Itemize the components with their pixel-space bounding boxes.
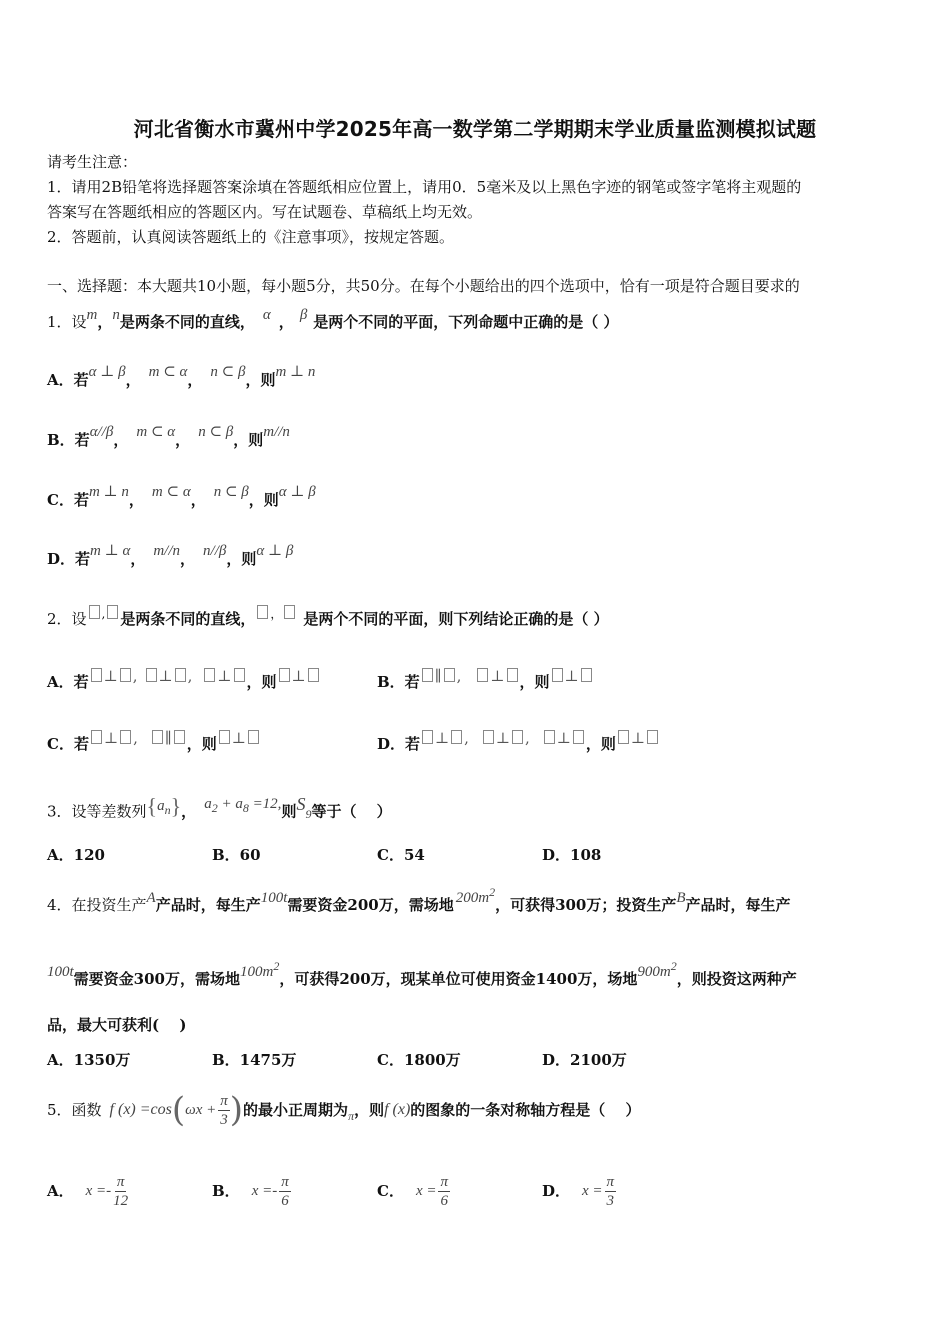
q4-sq-2: 2 — [273, 959, 280, 973]
q2-text-1: 是两条不同的直线， — [120, 610, 256, 628]
q1-c-result: α ⊥ β — [278, 484, 316, 500]
q1-b-cond-3: n ⊂ β — [198, 424, 234, 440]
q5-b-den: 6 — [281, 1192, 289, 1209]
q5-frac-den: 3 — [220, 1111, 228, 1128]
q5-a-lhs: x =- — [85, 1183, 112, 1199]
q4-option-c[interactable]: C．1800万 — [377, 1051, 461, 1069]
notice-heading: 请考生注意： — [47, 153, 138, 171]
q1-b-result: m//n — [263, 424, 290, 440]
question-4-line-1 — [47, 885, 791, 916]
q2-number: 2．设 — [47, 610, 87, 628]
question-5-stem — [47, 1088, 641, 1132]
q1-option-b-label: B．若 — [47, 431, 90, 449]
q5-arg: ωx + — [185, 1102, 217, 1118]
q2-option-d-label: D．若 — [377, 735, 421, 753]
q1-number: 1．设 — [47, 313, 87, 331]
q5-b-num: π — [281, 1173, 289, 1190]
q4-text-5: 需要资金300万，需场地 — [73, 970, 240, 988]
q1-var-n: n — [112, 307, 120, 323]
q1-d-cond-2: m//n — [153, 543, 181, 559]
q2-option-d[interactable]: D．若 ⊥ , ⊥ , ⊥ ，则 ⊥ — [377, 734, 660, 754]
q2-a-then: ，则 — [246, 673, 277, 691]
q5-number: 5．函数 — [47, 1101, 102, 1119]
q2-b-par-1: ∥ — [434, 667, 442, 685]
q5-b-lhs: x =- — [251, 1183, 278, 1199]
q3-sub-9: 9 — [305, 807, 312, 822]
q5-option-b[interactable] — [212, 1168, 291, 1214]
q5-b-label: B． — [212, 1182, 240, 1200]
question-4-line-2 — [47, 959, 797, 990]
q5-a-num: π — [116, 1173, 125, 1190]
q5-text-1: 的最小正周期为 — [243, 1101, 349, 1119]
q2-option-a[interactable]: A．若 ⊥ , ⊥ , ⊥ ，则 ⊥ — [47, 672, 321, 692]
notice-line-1b: 答案写在答题纸相应的答题区内。写在试题卷、草稿纸上均无效。 — [47, 203, 483, 221]
q4-100t-a: 100t — [260, 890, 288, 906]
q1-c-cond-3: n ⊂ β — [213, 484, 249, 500]
q2-c-perp-2: ⊥ — [231, 729, 246, 747]
q1-option-b[interactable]: B．若α//β， m ⊂ α， n ⊂ β，则m//n — [47, 424, 290, 449]
q1-d-cond-1: m ⊥ α — [90, 543, 131, 559]
q1-option-d-label: D．若 — [47, 550, 91, 568]
q1-option-c-label: C．若 — [47, 491, 89, 509]
q2-c-then: ，则 — [186, 735, 217, 753]
q5-d-label: D． — [542, 1182, 571, 1200]
q2-d-then: ，则 — [585, 735, 616, 753]
q3-eq: =12, — [252, 796, 282, 813]
q4-sq-3: 2 — [670, 959, 677, 973]
q5-f-cos: f (x) =cos — [109, 1101, 172, 1118]
q4-text-1: 产品时，每生产 — [155, 896, 261, 914]
q3-sequence: $\{a_n\}$ — [146, 794, 182, 819]
q1-b-cond-2: m ⊂ α — [136, 424, 176, 440]
q2-c-par-1: ∥ — [164, 729, 172, 747]
q4-100m: 100m — [239, 964, 274, 980]
q5-c-num: π — [440, 1173, 448, 1190]
q1-c-then: ，则 — [248, 491, 279, 509]
question-1-stem: 1．设m，n是两条不同的直线， α ， β 是两个不同的平面，下列命题中正确的是（ ） — [47, 307, 619, 331]
q3-sub-8: 8 — [242, 801, 249, 816]
q1-a-result: m ⊥ n — [275, 364, 316, 380]
q4-text-7: ，则投资这两种产 — [676, 970, 797, 988]
q1-a-cond-3: n ⊂ β — [210, 364, 246, 380]
q3-seq-sub: n — [164, 803, 171, 818]
q4-product-a: A — [146, 890, 156, 906]
q4-sq-1: 2 — [489, 885, 496, 899]
q5-text-3: 的图象的一条对称轴方程是（ ） — [410, 1101, 641, 1119]
q4-900m: 900m — [637, 964, 671, 980]
q3-option-c[interactable]: C．54 — [377, 846, 425, 864]
q3-then: 则 — [281, 802, 297, 821]
q4-number: 4．在投资生产 — [47, 896, 147, 914]
q2-b-then: ，则 — [519, 673, 550, 691]
q1-alpha: α — [262, 307, 271, 323]
q5-a-den: 12 — [113, 1192, 129, 1209]
q1-b-cond-1: α//β — [89, 424, 114, 440]
q2-d-perp-2: ⊥ — [495, 729, 511, 747]
q3-a2: a — [204, 796, 212, 813]
q1-d-result: α ⊥ β — [256, 543, 294, 559]
q5-a-label: A． — [47, 1182, 74, 1200]
q2-lines-placeholder: , — [87, 604, 121, 622]
q3-tail: 等于（ ） — [311, 802, 392, 821]
q1-c-cond-2: m ⊂ α — [151, 484, 191, 500]
q5-option-a[interactable] — [47, 1168, 128, 1214]
question-4-line-3: 品，最大可获利( ) — [47, 1016, 187, 1034]
q1-option-d[interactable]: D．若m ⊥ α， m//n， n//β，则α ⊥ β — [47, 543, 294, 568]
q5-period: π — [348, 1109, 355, 1123]
q5-c-label: C． — [377, 1182, 404, 1200]
q1-b-then: ，则 — [233, 431, 264, 449]
q2-d-perp-4: ⊥ — [630, 729, 646, 747]
q5-lparen: ( — [171, 1090, 186, 1130]
section-heading: 一、选择题：本大题共10小题，每小题5分，共50分。在每个小题给出的四个选项中，恰有一项是符合题目要求的 — [47, 277, 800, 295]
q5-frac-num: π — [220, 1092, 228, 1109]
q4-text-6: ，可获得200万，现某单位可使用资金1400万，场地 — [279, 970, 638, 988]
q1-a-then: ，则 — [245, 371, 276, 389]
q5-d-num: π — [606, 1173, 615, 1190]
q4-option-a[interactable]: A．1350万 — [47, 1051, 131, 1069]
q2-b-perp-2: ⊥ — [564, 667, 579, 685]
q5-fraction — [218, 1092, 230, 1129]
q1-option-a-label: A．若 — [47, 371, 89, 389]
q1-text-2: 是两个不同的平面，下列命题中正确的是（ ） — [313, 313, 619, 331]
q3-a8: a — [235, 796, 243, 813]
q1-a-cond-2: m ⊂ α — [148, 364, 188, 380]
page-title: 河北省衡水市冀州中学2025年高一数学第二学期期末学业质量监测模拟试题 — [133, 117, 817, 141]
q1-option-c[interactable]: C．若m ⊥ n， m ⊂ α， n ⊂ β，则α ⊥ β — [47, 484, 316, 509]
q2-option-a-label: A．若 — [47, 673, 89, 691]
q2-a-perp-2: ⊥ — [158, 667, 173, 685]
q2-option-b[interactable]: B．若 ∥ , ⊥ ，则 ⊥ — [377, 672, 594, 692]
q3-number: 3．设等差数列 — [47, 802, 147, 821]
q1-text-1: 是两条不同的直线， — [119, 313, 255, 331]
q2-option-b-label: B．若 — [377, 673, 420, 691]
q5-rparen: ) — [229, 1090, 244, 1130]
q4-100t-b: 100t — [47, 964, 74, 980]
q4-option-b[interactable]: B．1475万 — [212, 1051, 297, 1069]
q1-beta: β — [299, 307, 308, 323]
q2-d-perp-1: ⊥ — [435, 729, 450, 747]
q3-option-d[interactable]: D．108 — [542, 846, 602, 864]
q1-a-cond-1: α ⊥ β — [88, 364, 126, 380]
q2-a-perp-3: ⊥ — [217, 667, 232, 685]
q1-sep: ， — [97, 313, 113, 331]
q2-a-perp-4: ⊥ — [291, 667, 306, 685]
q2-b-perp-1: ⊥ — [490, 667, 505, 685]
q4-text-2: 需要资金200万，需场地 — [287, 896, 454, 914]
q3-plus: + — [221, 796, 232, 813]
q1-option-a[interactable]: A．若α ⊥ β， m ⊂ α， n ⊂ β，则m ⊥ n — [47, 364, 316, 389]
q1-var-m: m — [86, 307, 98, 323]
q3-option-a[interactable]: A．120 — [47, 846, 105, 864]
q2-planes-placeholder: ， — [255, 604, 297, 622]
q3-sub-2: 2 — [211, 801, 218, 816]
q2-a-perp-1: ⊥ — [103, 667, 118, 685]
q2-option-c[interactable]: C．若 ⊥ , ∥ ，则 ⊥ — [47, 734, 261, 754]
question-3-stem: 3．设等差数列$\{a_n\}$， $a_2 + a_8 =12$,则$S_9$等于（ ） — [47, 794, 392, 822]
q4-product-b: B — [676, 890, 686, 906]
q2-d-perp-3: ⊥ — [556, 729, 571, 747]
notice-line-1a: 1．请用2B铅笔将选择题答案涂填在答题纸相应位置上，请用0．5毫米及以上黑色字迹的钢笔或签字笔将主观题的 — [47, 178, 802, 196]
q4-option-d[interactable]: D．2100万 — [542, 1051, 627, 1069]
q5-option-d[interactable] — [542, 1168, 616, 1214]
q5-c-lhs: x = — [415, 1183, 437, 1199]
q5-c-den: 6 — [440, 1192, 448, 1209]
q2-c-perp-1: ⊥ — [103, 729, 119, 747]
q3-option-b[interactable]: B．60 — [212, 846, 261, 864]
q5-fx: f (x) — [384, 1101, 411, 1118]
q4-text-3: ，可获得300万；投资生产 — [495, 896, 677, 914]
q5-option-c[interactable] — [377, 1168, 450, 1214]
q3-seq-a: a — [157, 798, 165, 815]
q2-option-c-label: C．若 — [47, 735, 89, 753]
q4-200m: 200m — [455, 890, 490, 906]
q4-text-4: 产品时，每生产 — [685, 896, 791, 914]
q3-S: S — [296, 794, 306, 815]
q2-text-2: 是两个不同的平面，则下列结论正确的是（ ） — [303, 610, 609, 628]
q1-d-cond-3: n//β — [203, 543, 227, 559]
notice-line-2: 2．答题前，认真阅读答题纸上的《注意事项》，按规定答题。 — [47, 228, 455, 246]
q5-d-lhs: x = — [582, 1183, 603, 1199]
q5-d-den: 3 — [606, 1192, 615, 1209]
q3-condition — [204, 796, 282, 816]
question-2-stem — [47, 609, 609, 630]
q1-d-then: ，则 — [226, 550, 257, 568]
q5-text-2: ，则 — [354, 1101, 385, 1119]
q1-c-cond-1: m ⊥ n — [88, 484, 129, 500]
